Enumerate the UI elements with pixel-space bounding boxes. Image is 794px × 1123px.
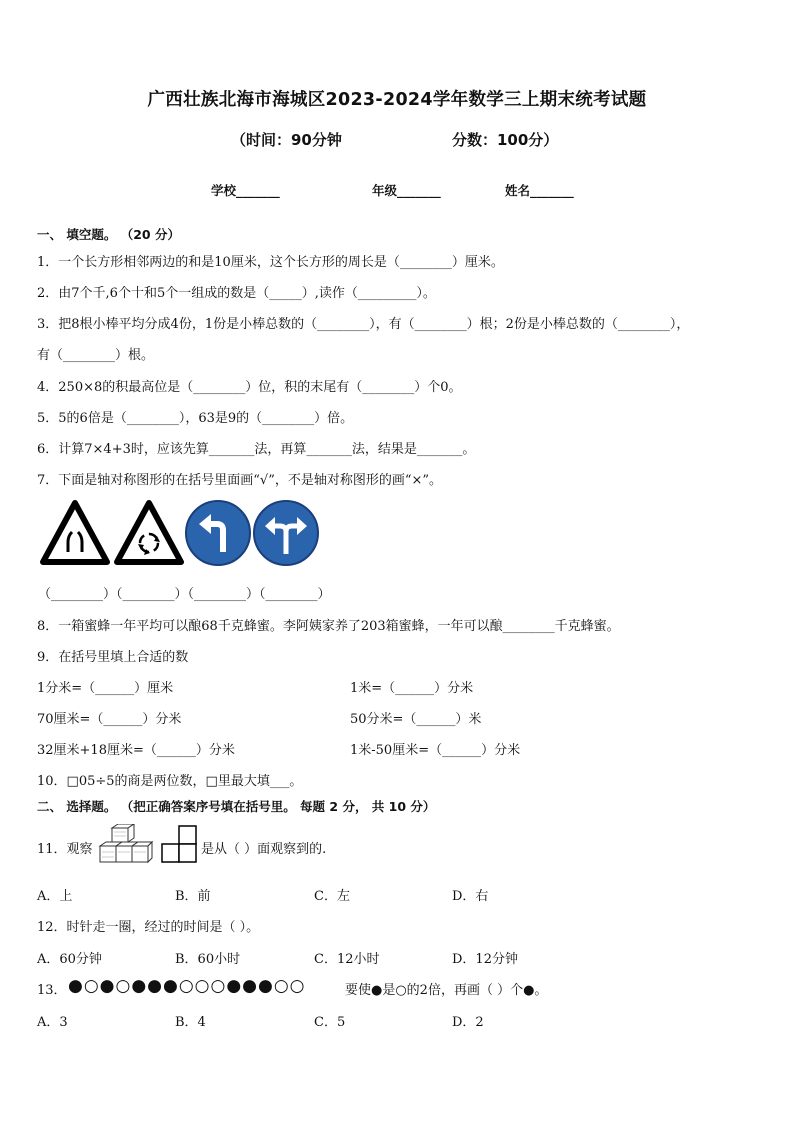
- q12-option-b: B．60小时: [175, 952, 241, 967]
- q12-option-c: C．12小时: [314, 952, 380, 967]
- left-right-turn-sign-icon: [253, 500, 319, 566]
- q9-item-2: 1米=（______）分米: [350, 681, 474, 696]
- q12-option-a: A．60分钟: [37, 952, 102, 967]
- question-11-suffix: 是从（ ）面观察到的.: [201, 842, 327, 857]
- time-label: （时间：90分钟: [231, 131, 342, 149]
- question-2: 2．由7个千,6个十和5个一组成的数是（_____）,读作（_________）。: [37, 286, 436, 301]
- q9-item-1: 1分米=（______）厘米: [37, 681, 174, 696]
- q12-option-d: D．12分钟: [452, 952, 518, 967]
- cube-stack-icon: [98, 824, 154, 864]
- q11-option-a: A．上: [37, 889, 73, 904]
- page-title: 广西壮族北海市海城区2023-2024学年数学三上期末统考试题: [147, 90, 647, 110]
- question-4: 4．250×8的积最高位是（________）位，积的末尾有（________）个0。: [37, 380, 462, 395]
- q13-option-c: C．5: [314, 1015, 346, 1030]
- question-9: 9．在括号里填上合适的数: [37, 650, 189, 665]
- q9-item-6: 1米-50厘米=（______）分米: [350, 743, 521, 758]
- q9-item-5: 32厘米+18厘米=（______）分米: [37, 743, 235, 758]
- score-label: 分数：100分）: [452, 131, 559, 149]
- q11-option-c: C．左: [314, 889, 350, 904]
- q13-option-b: B．4: [175, 1015, 206, 1030]
- question-7-answers: （________）（________）（________）（________）: [38, 587, 331, 602]
- question-3-line2: 有（________）根。: [37, 348, 155, 363]
- question-13-prefix: 13．: [37, 983, 67, 998]
- question-13-dots: ●○●○●●●○○○●●●○○: [68, 976, 306, 996]
- grade-field: 年级_______: [372, 183, 441, 198]
- q13-option-d: D．2: [452, 1015, 484, 1030]
- question-6: 6．计算7×4+3时，应该先算_______法，再算_______法，结果是_______。: [37, 442, 476, 457]
- section-choice: 二、 选择题。 （把正确答案序号填在括号里。 每题 2 分， 共 10 分）: [37, 799, 436, 814]
- question-1: 1．一个长方形相邻两边的和是10厘米，这个长方形的周长是（________）厘米。: [37, 255, 504, 270]
- q9-item-3: 70厘米=（______）分米: [37, 712, 182, 727]
- question-5: 5．5的6倍是（________），63是9的（________）倍。: [37, 411, 354, 426]
- turn-left-sign-icon: [185, 500, 251, 566]
- roundabout-sign-icon: [114, 500, 184, 566]
- question-13-suffix: 要使●是○的2倍，再画（ ）个●。: [345, 983, 548, 998]
- name-field: 姓名_______: [505, 183, 574, 198]
- question-7: 7．下面是轴对称图形的在括号里面画“√”，不是轴对称图形的画“×”。: [37, 473, 443, 488]
- question-10: 10．□05÷5的商是两位数，□里最大填___。: [37, 774, 303, 789]
- q13-option-a: A．3: [37, 1015, 68, 1030]
- narrowing-road-sign-icon: [40, 500, 110, 566]
- question-12: 12．时针走一圈，经过的时间是（ ）。: [37, 920, 260, 935]
- question-3-line1: 3．把8根小棒平均分成4份，1份是小棒总数的（________），有（________）根；2份是小棒总数的（________），: [37, 317, 690, 332]
- question-11-prefix: 11．观察: [37, 842, 93, 857]
- view-shape-icon: [161, 825, 197, 863]
- q9-item-4: 50分米=（______）米: [350, 712, 482, 727]
- q11-option-d: D．右: [452, 889, 489, 904]
- school-field: 学校_______: [211, 183, 280, 198]
- q11-option-b: B．前: [175, 889, 211, 904]
- question-8: 8．一箱蜜蜂一年平均可以酿68千克蜂蜜。李阿姨家养了203箱蜜蜂，一年可以酿________千克蜂蜜。: [37, 619, 620, 634]
- section-fill-in: 一、 填空题。 （20 分）: [37, 227, 180, 242]
